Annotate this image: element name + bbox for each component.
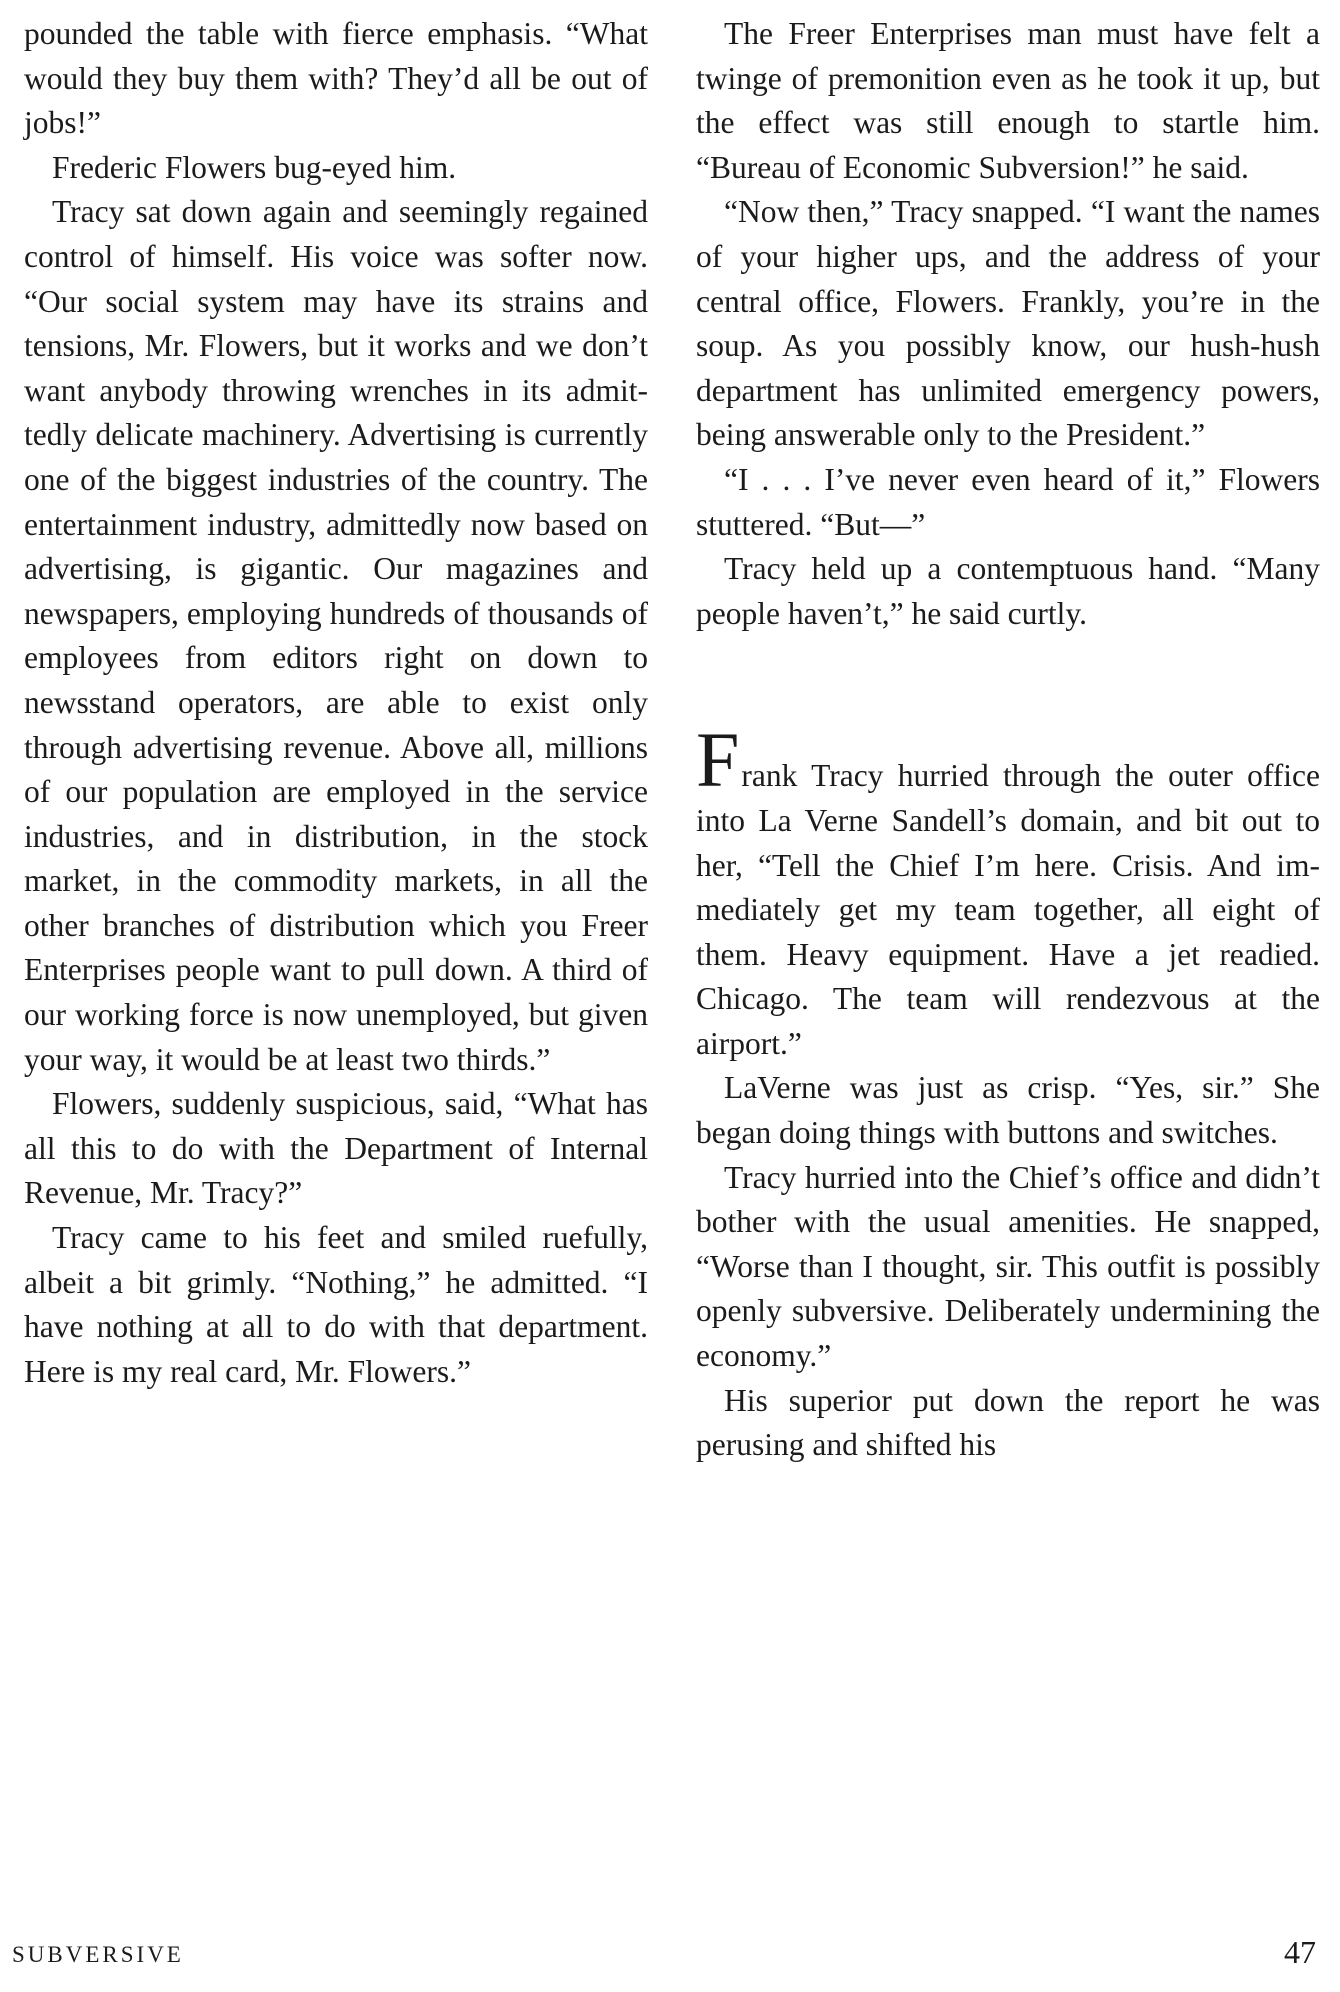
paragraph: “I . . . I’ve never even heard of it,” Flowers stuttered. “But—” <box>696 461 1320 542</box>
paragraph: His superior put down the report he was perusing and shifted his <box>696 1382 1320 1463</box>
dropcap-paragraph <box>696 716 1320 1066</box>
dropcap-paragraph-text: rank Tracy hurried through the outer office into La Verne Sandell’s domain, and bit out to her, “Tell the Chief I’m here. Crisis. And immediately get my team together, all eight of them. Heavy equipment. Have a jet readied. Chicago. The team will rendezvous at the airport.” <box>696 758 1320 1061</box>
running-head: SUBVERSIVE <box>12 1942 184 1967</box>
page-footer <box>0 1934 1340 1978</box>
paragraph: pounded the table with fierce emphasis. “What would they buy them with? They’d all be out of jobs!” <box>24 16 648 141</box>
paragraph: Tracy sat down again and seemingly regained control of himself. His voice was softer now. “Our social system may have its strains and tensions, Mr. Flowers, but it works and we don’t want anybody throwing wrenches in its admittedly delicate machinery. Advertising is currently one of the biggest industries of the country. The entertainment industry, admittedly now based on advertising, is gigantic. Our magazines and newspapers, employing hundreds of thousands of employees from editors right on down to newsstand operators, are able to exist only through advertising revenue. Above all, millions of our population are employed in the service industries, and in distribution, in the stock market, in the commodity markets, in all the other branches of distribution which you Freer Enterprises people want to pull down. A third of our working force is now unemployed, but given your way, it would be at least two thirds.” <box>24 194 648 1077</box>
left-column <box>24 12 648 1394</box>
paragraph: Tracy hurried into the Chief’s office and didn’t bother with the usual amenities. He snapped, “Worse than I thought, sir. This outfit is possibly openly subversive. Deliberately undermining the economy.” <box>696 1159 1320 1374</box>
paragraph: Frederic Flowers bug-eyed him. <box>52 149 457 185</box>
paragraph: Flowers, suddenly suspicious, said, “What has all this to do with the Department of Internal Revenue, Mr. Tracy?” <box>24 1086 648 1211</box>
paragraph: Tracy held up a contemptuous hand. “Many people haven’t,” he said curtly. <box>696 551 1320 631</box>
page-number: 47 <box>1284 1934 1316 1970</box>
paragraph: The Freer Enterprises man must have felt a twinge of premonition even as he took it up, but the effect was still enough to startle him. “Bureau of Economic Subversion!” he said. <box>696 16 1320 185</box>
paragraph: “Now then,” Tracy snapped. “I want the names of your higher ups, and the address of your central office, Flowers. Frankly, you’re in the soup. As you possibly know, our hush-hush department has unlimited emergency powers, being answerable only to the President.” <box>696 194 1320 453</box>
paragraph: LaVerne was just as crisp. “Yes, sir.” She began doing things with buttons and switches. <box>696 1070 1320 1151</box>
section-break <box>696 636 1320 733</box>
right-column <box>696 12 1320 1468</box>
paragraph: Tracy came to his feet and smiled ruefully, albeit a bit grimly. “Nothing,” he admitted. “I have nothing at all to do with that department. Here is my real card, Mr. Flowers.” <box>24 1220 648 1389</box>
drop-cap: F <box>696 716 740 804</box>
